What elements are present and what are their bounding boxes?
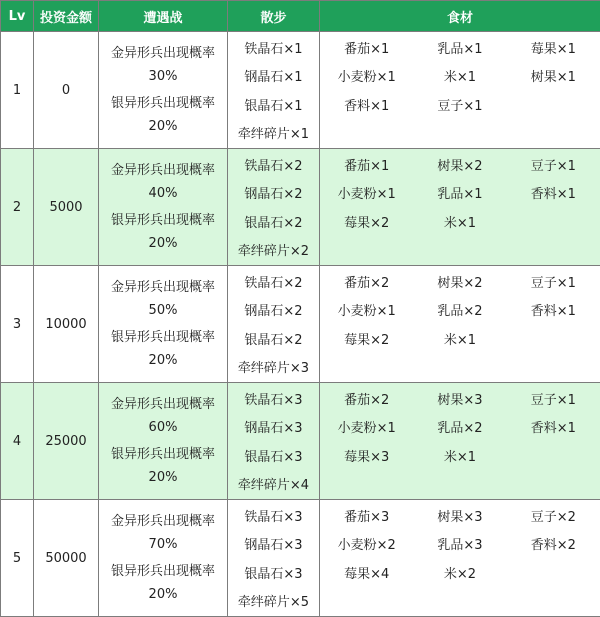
ingredients-cell <box>320 500 600 617</box>
ingredient-item <box>507 470 600 499</box>
table-row <box>1 266 600 383</box>
ingredient-item: 树果×3 <box>413 501 506 530</box>
level-cell: 1 <box>1 32 34 149</box>
ingredient-item: 乳品×2 <box>413 413 506 442</box>
gold-alien-rate: 30% <box>99 65 227 88</box>
stroll-item: 银晶石×3 <box>228 441 319 470</box>
stroll-item: 牵绊碎片×2 <box>228 236 319 265</box>
ingredient-item: 乳品×2 <box>413 296 506 325</box>
ingredient-item: 乳品×1 <box>413 179 506 208</box>
silver-alien-rate: 20% <box>99 583 227 606</box>
ingredient-item <box>507 90 600 119</box>
ingredient-item: 豆子×2 <box>507 501 600 530</box>
ingredient-item: 莓果×2 <box>320 324 413 353</box>
ingredient-item: 树果×2 <box>413 150 506 179</box>
stroll-cell <box>228 383 320 500</box>
ingredient-item: 乳品×3 <box>413 530 506 559</box>
stroll-item: 银晶石×3 <box>228 558 319 587</box>
stroll-item: 铁晶石×2 <box>228 150 319 179</box>
ingredient-item <box>507 236 600 265</box>
table-row <box>1 32 600 149</box>
stroll-cell <box>228 149 320 266</box>
ingredient-item: 香料×1 <box>507 296 600 325</box>
ingredient-item <box>507 587 600 616</box>
ingredient-item <box>507 119 600 148</box>
encounter-block <box>99 391 227 441</box>
silver-alien-rate: 20% <box>99 115 227 138</box>
gold-alien-label: 金异形兵出现概率 <box>99 42 227 65</box>
encounter-block <box>99 558 227 608</box>
investment-cell: 50000 <box>34 500 99 617</box>
gold-alien-rate: 70% <box>99 533 227 556</box>
investment-cell: 25000 <box>34 383 99 500</box>
stroll-item: 牵绊碎片×4 <box>228 470 319 499</box>
level-cell: 5 <box>1 500 34 617</box>
stroll-item: 牵绊碎片×1 <box>228 119 319 148</box>
stroll-item: 牵绊碎片×5 <box>228 587 319 616</box>
gold-alien-rate: 60% <box>99 416 227 439</box>
level-cell: 2 <box>1 149 34 266</box>
encounter-block <box>99 207 227 257</box>
stroll-item: 钢晶石×2 <box>228 179 319 208</box>
stroll-item: 铁晶石×3 <box>228 501 319 530</box>
encounter-block <box>99 441 227 491</box>
header-row <box>1 1 600 32</box>
ingredient-item: 豆子×1 <box>507 384 600 413</box>
stroll-item: 钢晶石×2 <box>228 296 319 325</box>
stroll-cell <box>228 32 320 149</box>
ingredient-item: 番茄×2 <box>320 267 413 296</box>
ingredient-item <box>507 441 600 470</box>
ingredient-item: 树果×2 <box>413 267 506 296</box>
stroll-cell <box>228 500 320 617</box>
ingredients-cell <box>320 149 600 266</box>
level-cell: 3 <box>1 266 34 383</box>
investment-cell: 10000 <box>34 266 99 383</box>
encounter-block <box>99 90 227 140</box>
ingredient-item: 小麦粉×2 <box>320 530 413 559</box>
gold-alien-rate: 50% <box>99 299 227 322</box>
ingredient-item <box>507 353 600 382</box>
ingredient-item <box>320 353 413 382</box>
gold-alien-label: 金异形兵出现概率 <box>99 276 227 299</box>
stroll-item: 钢晶石×3 <box>228 530 319 559</box>
gold-alien-rate: 40% <box>99 182 227 205</box>
ingredient-item: 小麦粉×1 <box>320 179 413 208</box>
ingredient-item <box>413 353 506 382</box>
ingredient-item: 米×2 <box>413 558 506 587</box>
ingredient-item: 莓果×3 <box>320 441 413 470</box>
stroll-item: 铁晶石×1 <box>228 33 319 62</box>
stroll-item: 银晶石×2 <box>228 207 319 236</box>
ingredient-item: 莓果×2 <box>320 207 413 236</box>
ingredient-item: 树果×1 <box>507 62 600 91</box>
ingredient-item: 树果×3 <box>413 384 506 413</box>
stroll-item: 钢晶石×1 <box>228 62 319 91</box>
gold-alien-label: 金异形兵出现概率 <box>99 159 227 182</box>
encounter-cell <box>99 149 228 266</box>
ingredient-item <box>413 587 506 616</box>
ingredient-item: 米×1 <box>413 441 506 470</box>
ingredient-item: 香料×1 <box>320 90 413 119</box>
stroll-item: 银晶石×2 <box>228 324 319 353</box>
ingredient-item: 米×1 <box>413 62 506 91</box>
ingredient-item <box>320 470 413 499</box>
silver-alien-rate: 20% <box>99 232 227 255</box>
table-row <box>1 383 600 500</box>
table-row <box>1 149 600 266</box>
ingredient-item: 莓果×4 <box>320 558 413 587</box>
encounter-block <box>99 274 227 324</box>
ingredient-item <box>507 207 600 236</box>
ingredient-item: 小麦粉×1 <box>320 62 413 91</box>
encounter-block <box>99 157 227 207</box>
ingredient-item: 番茄×2 <box>320 384 413 413</box>
header-investment: 投资金额 <box>34 1 99 32</box>
ingredient-item <box>507 558 600 587</box>
ingredient-item: 米×1 <box>413 207 506 236</box>
stroll-item: 铁晶石×3 <box>228 384 319 413</box>
ingredient-item: 豆子×1 <box>507 150 600 179</box>
silver-alien-label: 银异形兵出现概率 <box>99 443 227 466</box>
ingredients-cell <box>320 32 600 149</box>
stroll-item: 钢晶石×3 <box>228 413 319 442</box>
silver-alien-label: 银异形兵出现概率 <box>99 92 227 115</box>
encounter-cell <box>99 383 228 500</box>
encounter-cell <box>99 32 228 149</box>
silver-alien-label: 银异形兵出现概率 <box>99 326 227 349</box>
investment-cell: 5000 <box>34 149 99 266</box>
ingredients-cell <box>320 383 600 500</box>
ingredient-item <box>320 587 413 616</box>
gold-alien-label: 金异形兵出现概率 <box>99 393 227 416</box>
encounter-block <box>99 40 227 90</box>
investment-cell: 0 <box>34 32 99 149</box>
ingredient-item: 莓果×1 <box>507 33 600 62</box>
ingredient-item: 米×1 <box>413 324 506 353</box>
encounter-block <box>99 324 227 374</box>
stroll-item: 银晶石×1 <box>228 90 319 119</box>
silver-alien-label: 银异形兵出现概率 <box>99 560 227 583</box>
ingredient-item <box>413 119 506 148</box>
ingredient-item <box>320 119 413 148</box>
ingredient-item: 小麦粉×1 <box>320 296 413 325</box>
ingredient-item: 乳品×1 <box>413 33 506 62</box>
header-stroll: 散步 <box>228 1 320 32</box>
stroll-item: 牵绊碎片×3 <box>228 353 319 382</box>
ingredient-item <box>320 236 413 265</box>
encounter-block <box>99 508 227 558</box>
ingredient-item <box>413 470 506 499</box>
silver-alien-rate: 20% <box>99 349 227 372</box>
ingredient-item: 豆子×1 <box>507 267 600 296</box>
encounter-cell <box>99 266 228 383</box>
ingredient-item <box>413 236 506 265</box>
header-lv: Lv <box>1 1 34 32</box>
ingredient-item <box>507 324 600 353</box>
ingredient-item: 番茄×1 <box>320 33 413 62</box>
ingredient-item: 小麦粉×1 <box>320 413 413 442</box>
ingredient-item: 香料×1 <box>507 413 600 442</box>
encounter-cell <box>99 500 228 617</box>
ingredient-item: 豆子×1 <box>413 90 506 119</box>
table-row <box>1 500 600 617</box>
level-cell: 4 <box>1 383 34 500</box>
stroll-item: 铁晶石×2 <box>228 267 319 296</box>
stroll-cell <box>228 266 320 383</box>
gold-alien-label: 金异形兵出现概率 <box>99 510 227 533</box>
ingredients-cell <box>320 266 600 383</box>
ingredient-item: 番茄×1 <box>320 150 413 179</box>
silver-alien-rate: 20% <box>99 466 227 489</box>
header-encounter: 遭遇战 <box>99 1 228 32</box>
ingredient-item: 香料×1 <box>507 179 600 208</box>
ingredient-item: 香料×2 <box>507 530 600 559</box>
ingredient-item: 番茄×3 <box>320 501 413 530</box>
header-ingredients: 食材 <box>320 1 600 32</box>
silver-alien-label: 银异形兵出现概率 <box>99 209 227 232</box>
